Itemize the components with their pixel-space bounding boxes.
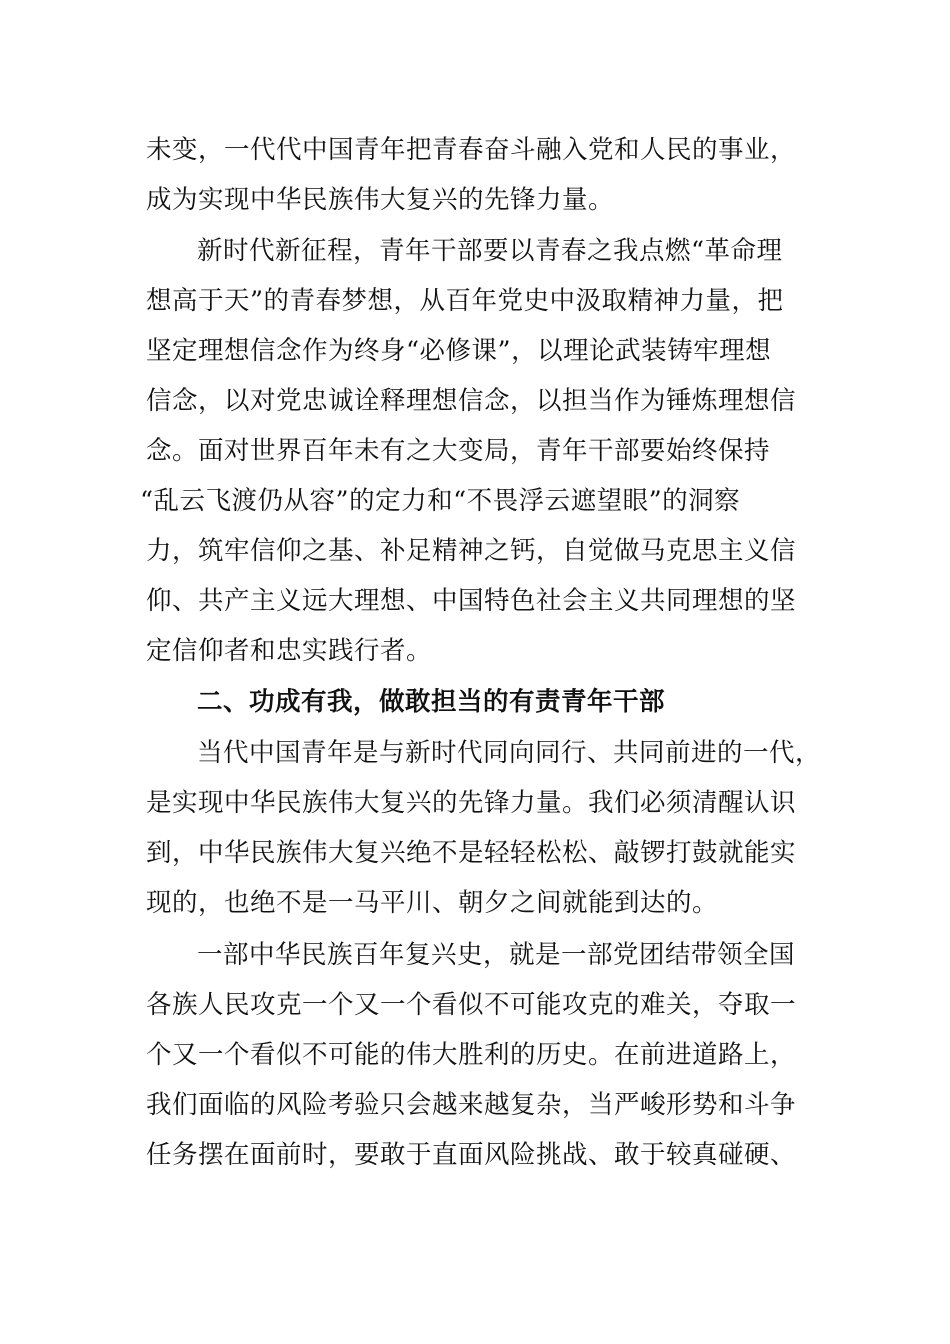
- paragraph-2-line-8: 仰、共产主义远大理想、中国特色社会主义共同理想的坚: [146, 586, 797, 616]
- paragraph-4-line-2: 各族人民攻克一个又一个看似不可能攻克的难关，夺取一: [146, 990, 797, 1020]
- paragraph-4-line-1: 一部中华民族百年复兴史，就是一部党团结带领全国: [197, 940, 796, 970]
- paragraph-2-line-1: 新时代新征程，青年干部要以青春之我点燃“革命理: [197, 236, 783, 266]
- paragraph-4-line-4: 我们面临的风险考验只会越来越复杂，当严峻形势和斗争: [146, 1090, 797, 1120]
- paragraph-3-line-4: 现的，也绝不是一马平川、朝夕之间就能到达的。: [146, 888, 719, 918]
- paragraph-2-line-7: 力，筑牢信仰之基、补足精神之钙，自觉做马克思主义信: [146, 536, 797, 566]
- paragraph-2-line-3: 坚定理想信念作为终身“必修课”，以理论武装铸牢理想: [146, 336, 772, 366]
- paragraph-3-line-3: 到，中华民族伟大复兴绝不是轻轻松松、敲锣打鼓就能实: [146, 838, 797, 868]
- paragraph-2-line-4: 信念，以对党忠诚诠释理想信念，以担当作为锤炼理想信: [146, 386, 797, 416]
- paragraph-2-line-5: 念。面对世界百年未有之大变局，青年干部要始终保持: [146, 436, 771, 466]
- paragraph-4-line-3: 个又一个看似不可能的伟大胜利的历史。在前进道路上，: [146, 1040, 797, 1070]
- paragraph-2-line-6: “乱云飞渡仍从容”的定力和“不畏浮云遮望眼”的洞察: [140, 486, 741, 516]
- paragraph-4-line-5: 任务摆在面前时，要敢于直面风险挑战、敢于较真碰硬、: [146, 1140, 797, 1170]
- paragraph-1-line-2: 成为实现中华民族伟大复兴的先锋力量。: [146, 185, 615, 215]
- section-heading: 二、功成有我，做敢担当的有责青年干部: [197, 687, 666, 717]
- paragraph-2-line-9: 定信仰者和忠实践行者。: [146, 636, 433, 666]
- paragraph-3-line-2: 是实现中华民族伟大复兴的先锋力量。我们必须清醒认识: [146, 788, 797, 818]
- paragraph-2-line-2: 想高于天”的青春梦想，从百年党史中汲取精神力量，把: [146, 286, 784, 316]
- paragraph-1-line-1: 未变，一代代中国青年把青春奋斗融入党和人民的事业，: [146, 135, 797, 165]
- paragraph-3-line-1: 当代中国青年是与新时代同向同行、共同前进的一代，: [197, 738, 822, 768]
